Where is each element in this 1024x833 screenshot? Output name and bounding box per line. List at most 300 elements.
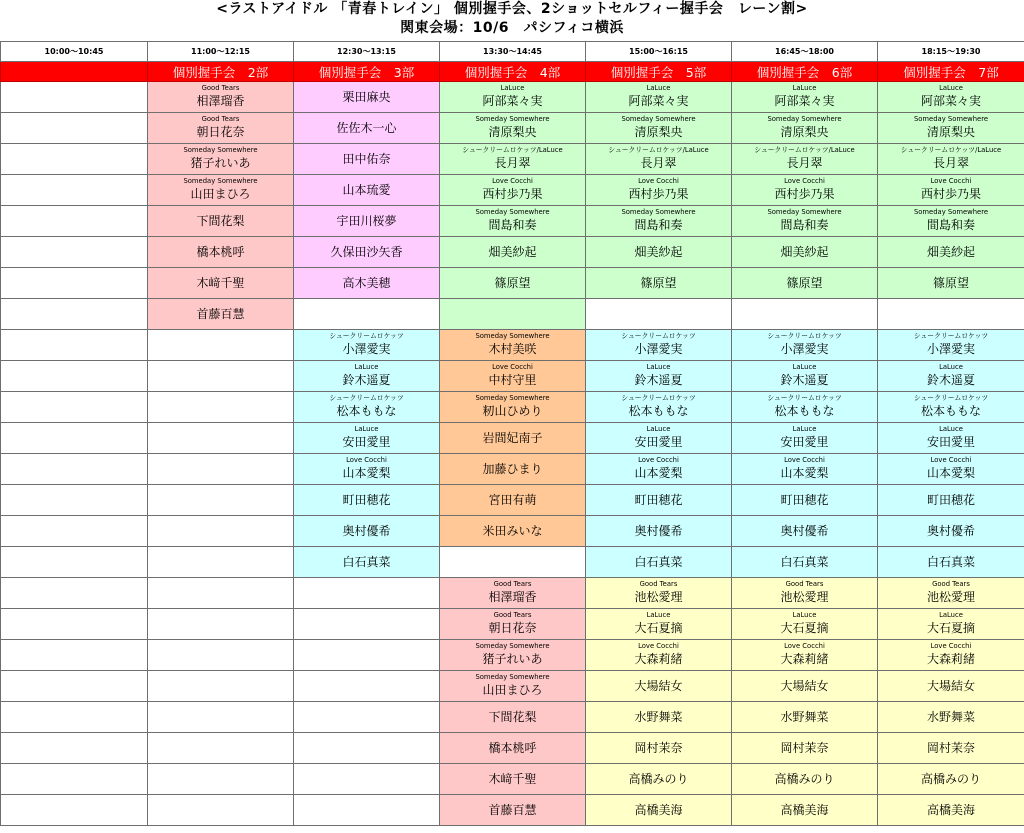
member-name: 水野舞菜 xyxy=(780,709,829,724)
member-name: 清原梨央 xyxy=(926,125,975,139)
lane-cell xyxy=(1,330,148,361)
lane-cell xyxy=(294,485,440,516)
lane-cell xyxy=(1,516,148,547)
lane-cell xyxy=(878,733,1024,764)
group-label: LaLuce xyxy=(792,84,817,92)
member-name: 岩間妃南子 xyxy=(482,430,543,445)
lane-cell xyxy=(732,578,878,609)
lane-cell xyxy=(732,764,878,795)
lane-cell xyxy=(148,330,294,361)
member-name: 加藤ひまり xyxy=(482,461,543,476)
member-name: 鈴木遥夏 xyxy=(926,373,975,387)
lane-row xyxy=(1,733,1024,764)
lane-row xyxy=(1,175,1024,206)
lane-cell xyxy=(878,113,1024,144)
lane-cell xyxy=(294,299,440,330)
lane-cell xyxy=(440,516,586,547)
lane-row xyxy=(1,206,1024,237)
lane-cell xyxy=(1,454,148,485)
member-name: 久保田沙矢香 xyxy=(330,244,403,259)
lane-cell xyxy=(586,764,732,795)
lane-cell xyxy=(878,268,1024,299)
member-name: 奥村優希 xyxy=(780,523,829,538)
lane-cell xyxy=(732,175,878,206)
lane-cell xyxy=(1,237,148,268)
lane-cell xyxy=(1,764,148,795)
member-name: 大石夏摘 xyxy=(780,621,829,635)
lane-cell xyxy=(878,516,1024,547)
member-name: 松本ももな xyxy=(920,404,981,418)
member-name: 阿部菜々実 xyxy=(482,94,543,108)
lane-row xyxy=(1,361,1024,392)
lane-cell xyxy=(294,330,440,361)
member-name: 下間花梨 xyxy=(488,709,537,724)
member-name: 篠原望 xyxy=(786,275,823,290)
member-name: 白石真菜 xyxy=(342,554,391,569)
group-label: Good Tears xyxy=(201,115,240,123)
lane-cell xyxy=(294,82,440,113)
lane-cell xyxy=(148,299,294,330)
member-name: 大森莉緒 xyxy=(780,652,829,666)
lane-row xyxy=(1,82,1024,113)
lane-row xyxy=(1,640,1024,671)
lane-cell xyxy=(878,578,1024,609)
group-label: Love Cocchi xyxy=(492,177,533,185)
lane-cell xyxy=(294,144,440,175)
group-label: Someday Somewhere xyxy=(767,208,842,216)
member-name: 奥村優希 xyxy=(342,523,391,538)
member-name: 安田愛里 xyxy=(634,435,683,449)
member-name: 鈴木遥夏 xyxy=(342,373,391,387)
group-label: Love Cocchi xyxy=(492,363,533,371)
lane-row xyxy=(1,113,1024,144)
lane-cell xyxy=(148,454,294,485)
lane-cell xyxy=(294,423,440,454)
member-name: 岡村茉奈 xyxy=(780,740,829,755)
lane-cell xyxy=(440,423,586,454)
lane-cell xyxy=(732,144,878,175)
lane-row xyxy=(1,485,1024,516)
lane-cell xyxy=(586,330,732,361)
lane-cell xyxy=(878,547,1024,578)
lane-cell xyxy=(1,113,148,144)
member-name: 畑美紗起 xyxy=(488,244,537,259)
group-label: Good Tears xyxy=(493,611,532,619)
member-name: 篠原望 xyxy=(640,275,677,290)
group-label: LaLuce xyxy=(354,425,379,433)
lane-cell xyxy=(440,609,586,640)
lane-cell xyxy=(440,547,586,578)
group-label: シュークリームロケッツ/LaLuce xyxy=(462,146,563,154)
member-name: 田中佑奈 xyxy=(342,151,391,166)
lane-cell xyxy=(440,361,586,392)
group-label: Someday Somewhere xyxy=(475,115,550,123)
lane-cell xyxy=(586,485,732,516)
lane-cell xyxy=(294,268,440,299)
lane-row xyxy=(1,516,1024,547)
member-name: 山本愛梨 xyxy=(634,466,683,480)
lane-cell xyxy=(878,671,1024,702)
member-name: 畑美紗起 xyxy=(926,244,975,259)
group-label: LaLuce xyxy=(939,84,963,92)
page-title: <ラストアイドル 「青春トレイン」 個別握手会、2ショットセルフィー握手会 レーン割> xyxy=(216,1,808,17)
group-label: シュークリームロケッツ xyxy=(621,394,696,402)
lane-cell xyxy=(878,237,1024,268)
session-header: 個別握手会 6部 xyxy=(732,62,878,82)
member-name: 阿部菜々実 xyxy=(774,94,835,108)
member-name: 猪子れいあ xyxy=(482,652,543,666)
member-name: 長月翠 xyxy=(932,156,969,170)
lane-cell xyxy=(732,516,878,547)
lane-cell xyxy=(586,268,732,299)
lane-cell xyxy=(294,392,440,423)
lane-cell xyxy=(586,609,732,640)
member-name: 畑美紗起 xyxy=(634,244,683,259)
member-name: 松本ももな xyxy=(774,404,835,418)
member-name: 水野舞菜 xyxy=(926,709,975,724)
member-name: 籾山ひめり xyxy=(482,404,543,418)
member-name: 長月翠 xyxy=(494,156,531,170)
group-label: LaLuce xyxy=(939,425,963,433)
member-name: 西村歩乃果 xyxy=(774,187,835,201)
group-label: LaLuce xyxy=(646,425,671,433)
group-label: Good Tears xyxy=(201,84,240,92)
member-name: 山本愛梨 xyxy=(342,466,391,480)
lane-row xyxy=(1,609,1024,640)
member-name: 首藤百慧 xyxy=(196,306,245,321)
member-name: 中村守里 xyxy=(488,373,537,387)
lane-cell xyxy=(878,392,1024,423)
lane-cell xyxy=(148,361,294,392)
member-name: 大森莉緒 xyxy=(634,652,683,666)
member-name: 清原梨央 xyxy=(780,125,829,139)
member-name: 木﨑千聖 xyxy=(488,771,537,786)
session-header: 個別握手会 5部 xyxy=(586,62,732,82)
group-label: Love Cocchi xyxy=(638,456,679,464)
lane-cell xyxy=(878,454,1024,485)
lane-cell xyxy=(148,144,294,175)
group-label: Love Cocchi xyxy=(930,456,972,464)
group-label: Love Cocchi xyxy=(784,177,825,185)
lane-cell xyxy=(586,547,732,578)
lane-body xyxy=(1,82,1024,826)
lane-cell xyxy=(148,237,294,268)
session-header: 個別握手会 4部 xyxy=(440,62,586,82)
lane-cell xyxy=(732,640,878,671)
lane-cell xyxy=(440,113,586,144)
member-name: 畑美紗起 xyxy=(780,244,829,259)
member-name: 高橋美海 xyxy=(780,802,829,817)
member-name: 大場結女 xyxy=(926,678,975,693)
group-label: LaLuce xyxy=(646,611,671,619)
group-label: Someday Somewhere xyxy=(475,332,550,340)
group-label: シュークリームロケッツ xyxy=(913,332,989,340)
lane-cell xyxy=(440,175,586,206)
lane-cell xyxy=(294,795,440,826)
lane-cell xyxy=(586,640,732,671)
lane-row xyxy=(1,702,1024,733)
lane-cell xyxy=(294,454,440,485)
lane-cell xyxy=(148,733,294,764)
lane-cell xyxy=(878,423,1024,454)
member-name: 山本愛梨 xyxy=(926,466,975,480)
member-name: 奥村優希 xyxy=(926,523,975,538)
member-name: 佐佐木一心 xyxy=(336,120,397,135)
lane-cell xyxy=(878,82,1024,113)
lane-cell xyxy=(148,795,294,826)
group-label: Someday Somewhere xyxy=(475,394,550,402)
lane-cell xyxy=(586,423,732,454)
lane-cell xyxy=(586,454,732,485)
lane-cell xyxy=(440,268,586,299)
lane-cell xyxy=(148,578,294,609)
member-name: 木﨑千聖 xyxy=(196,275,245,290)
lane-row xyxy=(1,299,1024,330)
lane-cell xyxy=(878,640,1024,671)
member-name: 町田穂花 xyxy=(780,492,829,507)
member-name: 間島和奏 xyxy=(780,218,829,232)
lane-cell xyxy=(878,299,1024,330)
group-label: シュークリームロケッツ/LaLuce xyxy=(900,146,1002,154)
group-label: LaLuce xyxy=(646,363,671,371)
time-slot-header: 15:00～16:15 xyxy=(586,42,732,62)
lane-cell xyxy=(294,206,440,237)
group-label: LaLuce xyxy=(500,84,525,92)
member-name: 猪子れいあ xyxy=(190,156,251,170)
lane-cell xyxy=(1,702,148,733)
lane-row xyxy=(1,144,1024,175)
member-name: 岡村茉奈 xyxy=(634,740,683,755)
member-name: 朝日花奈 xyxy=(196,125,245,139)
lane-cell xyxy=(440,237,586,268)
member-name: 宮田有萌 xyxy=(488,492,537,507)
lane-cell xyxy=(440,392,586,423)
group-label: Someday Somewhere xyxy=(913,208,989,216)
group-label: シュークリームロケッツ/LaLuce xyxy=(608,146,709,154)
member-name: 高木美穂 xyxy=(342,275,391,290)
lane-cell xyxy=(294,733,440,764)
member-name: 町田穂花 xyxy=(926,492,975,507)
lane-cell xyxy=(1,82,148,113)
lane-cell xyxy=(1,795,148,826)
group-label: Love Cocchi xyxy=(638,177,679,185)
lane-cell xyxy=(878,144,1024,175)
lane-cell xyxy=(878,702,1024,733)
lane-cell xyxy=(440,299,586,330)
group-label: Good Tears xyxy=(639,580,678,588)
lane-table xyxy=(0,41,1024,826)
lane-cell xyxy=(878,175,1024,206)
lane-cell xyxy=(732,485,878,516)
member-name: 鈴木遥夏 xyxy=(634,373,683,387)
member-name: 大場結女 xyxy=(780,678,829,693)
member-name: 大石夏摘 xyxy=(634,621,683,635)
lane-cell xyxy=(878,330,1024,361)
lane-cell xyxy=(586,361,732,392)
member-name: 宇田川桜夢 xyxy=(336,213,397,228)
lane-cell xyxy=(586,144,732,175)
lane-cell xyxy=(440,640,586,671)
lane-cell xyxy=(878,764,1024,795)
lane-cell xyxy=(878,361,1024,392)
member-name: 池松愛理 xyxy=(926,590,975,604)
lane-cell xyxy=(586,671,732,702)
lane-cell xyxy=(1,640,148,671)
lane-cell xyxy=(586,113,732,144)
member-name: 白石真菜 xyxy=(780,554,829,569)
lane-cell xyxy=(732,268,878,299)
lane-cell xyxy=(586,702,732,733)
lane-cell xyxy=(440,82,586,113)
lane-cell xyxy=(586,237,732,268)
member-name: 篠原望 xyxy=(932,275,969,290)
member-name: 水野舞菜 xyxy=(634,709,683,724)
member-name: 高橋美海 xyxy=(926,802,975,817)
member-name: 安田愛里 xyxy=(342,435,391,449)
session-header: 個別握手会 3部 xyxy=(294,62,440,82)
lane-cell xyxy=(586,392,732,423)
lane-cell xyxy=(294,764,440,795)
lane-cell xyxy=(732,113,878,144)
group-label: シュークリームロケッツ xyxy=(329,332,404,340)
member-name: 高橋美海 xyxy=(634,802,683,817)
session-header-row xyxy=(1,62,1024,82)
lane-row xyxy=(1,795,1024,826)
lane-cell xyxy=(1,206,148,237)
lane-cell xyxy=(878,795,1024,826)
lane-cell xyxy=(148,268,294,299)
member-name: 松本ももな xyxy=(628,404,689,418)
member-name: 山本愛梨 xyxy=(780,466,829,480)
group-label: シュークリームロケッツ/LaLuce xyxy=(754,146,855,154)
lane-cell xyxy=(1,144,148,175)
member-name: 長月翠 xyxy=(786,156,823,170)
lane-cell xyxy=(148,671,294,702)
lane-cell xyxy=(440,733,586,764)
title-block xyxy=(0,0,1024,41)
member-name: 西村歩乃果 xyxy=(920,187,981,201)
lane-cell xyxy=(148,764,294,795)
time-slot-header: 18:15～19:30 xyxy=(878,42,1024,62)
group-label: Someday Somewhere xyxy=(183,146,258,154)
lane-cell xyxy=(586,578,732,609)
lane-cell xyxy=(294,609,440,640)
group-label: LaLuce xyxy=(792,611,817,619)
lane-cell xyxy=(440,485,586,516)
lane-cell xyxy=(878,206,1024,237)
member-name: 栗田麻央 xyxy=(342,89,391,104)
lane-cell xyxy=(148,392,294,423)
time-slot-header: 11:00～12:15 xyxy=(148,42,294,62)
member-name: 岡村茉奈 xyxy=(926,740,975,755)
member-name: 西村歩乃果 xyxy=(628,187,689,201)
lane-cell xyxy=(148,609,294,640)
lane-cell xyxy=(148,423,294,454)
group-label: Someday Somewhere xyxy=(913,115,989,123)
session-header: 個別握手会 2部 xyxy=(148,62,294,82)
lane-cell xyxy=(440,702,586,733)
lane-cell xyxy=(732,330,878,361)
lane-cell xyxy=(732,702,878,733)
member-name: 清原梨央 xyxy=(634,125,683,139)
member-name: 阿部菜々実 xyxy=(920,94,981,108)
group-label: Good Tears xyxy=(493,580,532,588)
member-name: 町田穂花 xyxy=(342,492,391,507)
lane-cell xyxy=(440,144,586,175)
lane-cell xyxy=(148,547,294,578)
lane-cell xyxy=(878,485,1024,516)
member-name: 大場結女 xyxy=(634,678,683,693)
member-name: 小澤愛実 xyxy=(926,342,975,356)
member-name: 高橋みのり xyxy=(920,771,981,786)
lane-row xyxy=(1,268,1024,299)
lane-cell xyxy=(148,702,294,733)
lane-cell xyxy=(294,113,440,144)
member-name: 相澤瑠香 xyxy=(488,590,537,604)
lane-cell xyxy=(440,454,586,485)
lane-cell xyxy=(294,175,440,206)
lane-cell xyxy=(732,454,878,485)
group-label: Someday Somewhere xyxy=(621,208,696,216)
lane-cell xyxy=(294,671,440,702)
group-label: LaLuce xyxy=(646,84,671,92)
lane-cell xyxy=(294,237,440,268)
member-name: 間島和奏 xyxy=(926,218,975,232)
lane-row xyxy=(1,764,1024,795)
time-slot-header: 13:30～14:45 xyxy=(440,42,586,62)
lane-cell xyxy=(732,82,878,113)
lane-cell xyxy=(1,423,148,454)
lane-cell xyxy=(732,671,878,702)
lane-cell xyxy=(1,361,148,392)
lane-cell xyxy=(1,485,148,516)
lane-cell xyxy=(440,671,586,702)
lane-row xyxy=(1,578,1024,609)
lane-cell xyxy=(1,299,148,330)
member-name: 高橋みのり xyxy=(628,771,689,786)
lane-cell xyxy=(1,609,148,640)
group-label: Love Cocchi xyxy=(346,456,387,464)
lane-cell xyxy=(1,578,148,609)
member-name: 松本ももな xyxy=(336,404,397,418)
lane-cell xyxy=(1,547,148,578)
member-name: 山田まひろ xyxy=(482,683,543,697)
member-name: 池松愛理 xyxy=(634,590,683,604)
lane-cell xyxy=(440,764,586,795)
group-label: LaLuce xyxy=(939,611,963,619)
member-name: 朝日花奈 xyxy=(488,621,537,635)
lane-row xyxy=(1,671,1024,702)
group-label: シュークリームロケッツ xyxy=(329,394,404,402)
group-label: シュークリームロケッツ xyxy=(767,332,842,340)
member-name: 間島和奏 xyxy=(488,218,537,232)
member-name: 清原梨央 xyxy=(488,125,537,139)
lane-row xyxy=(1,423,1024,454)
lane-cell xyxy=(440,578,586,609)
group-label: Someday Somewhere xyxy=(767,115,842,123)
lane-cell xyxy=(1,392,148,423)
lane-cell xyxy=(732,733,878,764)
lane-cell xyxy=(586,175,732,206)
lane-cell xyxy=(732,609,878,640)
lane-cell xyxy=(586,82,732,113)
lane-row xyxy=(1,330,1024,361)
lane-cell xyxy=(440,206,586,237)
member-name: 西村歩乃果 xyxy=(482,187,543,201)
member-name: 安田愛里 xyxy=(926,435,975,449)
member-name: 白石真菜 xyxy=(634,554,683,569)
lane-row xyxy=(1,237,1024,268)
